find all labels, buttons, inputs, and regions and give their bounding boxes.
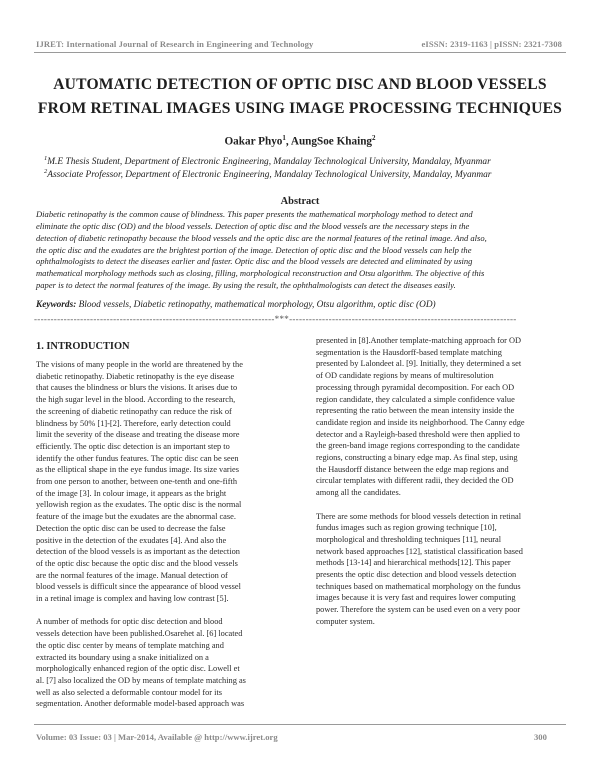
page-number: 300	[534, 732, 547, 742]
paper-title-line-1: AUTOMATIC DETECTION OF OPTIC DISC AND BLOOD VESSELS	[53, 76, 547, 93]
author-separator: ,	[285, 135, 291, 148]
author-1-sup: 1	[282, 134, 286, 142]
affiliation-2	[44, 168, 564, 180]
right-column-text	[316, 335, 572, 628]
journal-header: IJRET: International Journal of Research in Engineering and Technology	[36, 39, 314, 49]
body-line: power. Therefore the system can be used even on a very poor	[316, 605, 521, 615]
body-line: as the elliptical shape in the eye fundus image. Its size varies	[36, 465, 239, 475]
abstract-line: the optic disc and the exudates are the brightest portion of the image. Detection of optic disc and the blood vessels can help the	[36, 244, 472, 255]
keywords-label: Keywords:	[36, 300, 77, 310]
body-line: processing through pyramidal decomposition. For each OD	[316, 382, 515, 392]
body-line: of the optic disc because the optic disc and the blood vessels	[36, 558, 238, 568]
body-line: methods [13-14] and hierarchical methods[12]. This paper	[316, 558, 511, 568]
body-line: among all the candidates.	[316, 488, 401, 498]
abstract-line: Diabetic retinopathy is the common cause of blindness. This paper presents the mathematical morphology method to detect and	[36, 209, 473, 219]
body-line: computer system.	[316, 616, 375, 626]
body-line: are the normal features of the image. Manual detection of	[36, 570, 228, 580]
author-2-sup: 2	[372, 134, 376, 142]
abstract-heading: Abstract	[280, 196, 320, 207]
author-2: AungSoe Khaing	[290, 135, 373, 148]
body-line: of OD candidate regions by means of multiresolution	[316, 371, 494, 381]
body-line: A number of methods for optic disc detection and blood	[36, 617, 223, 627]
body-line: There are some methods for blood vessels detection in retinal	[316, 511, 522, 521]
body-line: fundus images such as region growing technique [10],	[316, 523, 497, 533]
abstract-line: ophthalmologists to detect the diseases earlier and faster. Optic disc and the blood vessels are detected and eliminated by using	[36, 256, 473, 267]
body-line: the Hausdorff distance between the edge map regions and	[316, 464, 509, 474]
body-line: blindness by 50% [1]-[2]. Therefore, early detection could	[36, 418, 231, 428]
body-line: morphologically enhanced region of the optic disc. Lowell et	[36, 664, 240, 674]
body-line: morphological and thresholding techniques [11], neural	[316, 534, 502, 544]
author-list	[30, 134, 570, 148]
body-line: regions, constructing a binary edge map. As final step, using	[316, 453, 518, 463]
section-heading-introduction: 1. INTRODUCTION	[36, 341, 130, 352]
body-line: techniques based on mathematical morphology on the fundus	[316, 581, 521, 591]
body-line: presented by Lalondeet al. [9]. Initially, they determined a set	[316, 359, 522, 369]
body-line: detector and a Rayleigh-based threshold were then applied to	[316, 429, 520, 439]
footer-rule	[34, 724, 566, 725]
body-line: feature of the image but the exudates are the abnormal case.	[36, 512, 236, 522]
body-line: vessels detection have been published.Osarehet al. [6] located	[36, 629, 243, 639]
body-line: extracted its boundary using a snake initialized on a	[36, 652, 209, 662]
abstract-line: detection of diabetic retinopathy because the blood vessels and the optic disc are the normal features of the retinal image. And also,	[36, 232, 487, 243]
body-line: well as also selected a deformable contour model for its	[36, 687, 223, 697]
paper-title-line-2: FROM RETINAL IMAGES USING IMAGE PROCESSING TECHNIQUES	[37, 100, 563, 117]
body-line: positive in the detection of the exudates [4]. And also the	[36, 535, 227, 545]
author-1: Oakar Phyo	[224, 135, 283, 148]
body-line: segmentation. Another deformable model-based approach was	[36, 699, 245, 709]
body-line: the high sugar level in the blood. According to the research,	[36, 395, 236, 405]
body-line: that causes the blindness or blurs the visions. It arises due to	[36, 383, 238, 393]
body-line: Detection the optic disc can be used to decrease the false	[36, 523, 226, 533]
left-column-text	[36, 359, 292, 710]
paragraph-gap	[316, 499, 572, 511]
body-line: network based approaches [12], statistical classification based	[316, 546, 523, 556]
keywords	[36, 300, 436, 310]
body-line: diabetic retinopathy. Diabetic retinopathy is the eye disease	[36, 371, 235, 381]
body-line: the optic disc center by means of template matching and	[36, 640, 224, 650]
body-line: the screening of diabetic retinopathy can reduce the risk of	[36, 406, 232, 416]
body-line: detection of the blood vessels is as important as the detection	[36, 547, 240, 557]
section-separator: -------------------------------------------------------------------------***---------------------------------------------------------------------	[34, 314, 517, 324]
body-line: efficiently. The optic disc detection is an important step to	[36, 441, 230, 451]
paragraph-gap	[36, 605, 292, 617]
body-line: presents the optic disc detection and blood vessels detection	[316, 570, 517, 580]
abstract-line: mathematical morphology methods such as closing, filling, morphological reconstruction and Otsu algorithm. The objective of this	[36, 268, 485, 279]
body-line: blood vessels is difficult since the appearance of blood vessel	[36, 582, 241, 592]
body-line: the green-band image regions corresponding to the candidate	[316, 441, 520, 451]
body-line: images because it is very fast and requires lower computing	[316, 593, 516, 603]
abstract-line: eliminate the optic disc (OD) and the blood vessels. Detection of optic disc and the blood vessels are the necessary steps in the	[36, 220, 470, 231]
issn-header: eISSN: 2319-1163 | pISSN: 2321-7308	[421, 39, 562, 49]
body-line: al. [7] also localized the OD by means of template matching as	[36, 675, 246, 685]
body-line: circular templates with different radii, they decided the OD	[316, 476, 514, 486]
body-line: region candidate, they calculated a simple confidence value	[316, 394, 515, 404]
affiliation-1-sup: 1	[44, 155, 48, 162]
body-line: identify the other fundus features. The optic disc can be seen	[36, 453, 239, 463]
abstract-line: paper is to detect the normal features of the image. By using the result, the ophthalmologists can detect the diseases easily.	[36, 280, 456, 291]
keywords-text: Blood vessels, Diabetic retinopathy, mathematical morphology, Otsu algorithm, optic disc (OD)	[76, 300, 436, 310]
affiliation-1-text: M.E Thesis Student, Department of Electronic Engineering, Mandalay Technological University, Mandalay, Myanmar	[47, 157, 491, 168]
body-line: limit the severity of the disease and treating the disease more	[36, 430, 240, 440]
abstract-body	[36, 209, 566, 292]
body-line: yellowish region as the exudates. The optic disc is the normal	[36, 500, 242, 510]
affiliation-2-text: Associate Professor, Department of Electronic Engineering, Mandalay Technological University, Mandalay, Myanmar	[47, 170, 492, 181]
body-line: segmentation is the Hausdorff-based template matching	[316, 347, 502, 357]
body-line: of the image [3]. In colour image, it appears as the bright	[36, 488, 227, 498]
body-line: The visions of many people in the world are threatened by the	[36, 360, 243, 369]
affiliation-2-sup: 2	[44, 168, 48, 175]
body-line: in a retinal image is complex and having low contrast [5].	[36, 594, 229, 604]
header-rule	[34, 52, 566, 53]
body-line: from one person to another, between one-tenth and one-fifth	[36, 477, 238, 487]
body-line: candidate region and inside its neighborhood. The Canny edge	[316, 417, 525, 427]
footer-volume: Volume: 03 Issue: 03 | Mar-2014, Available @ http://www.ijret.org	[36, 732, 278, 742]
affiliation-1	[44, 155, 564, 167]
body-line: presented in [8].Another template-matching approach for OD	[316, 336, 522, 345]
body-line: representing the ratio between the mean intensity inside the	[316, 406, 515, 416]
